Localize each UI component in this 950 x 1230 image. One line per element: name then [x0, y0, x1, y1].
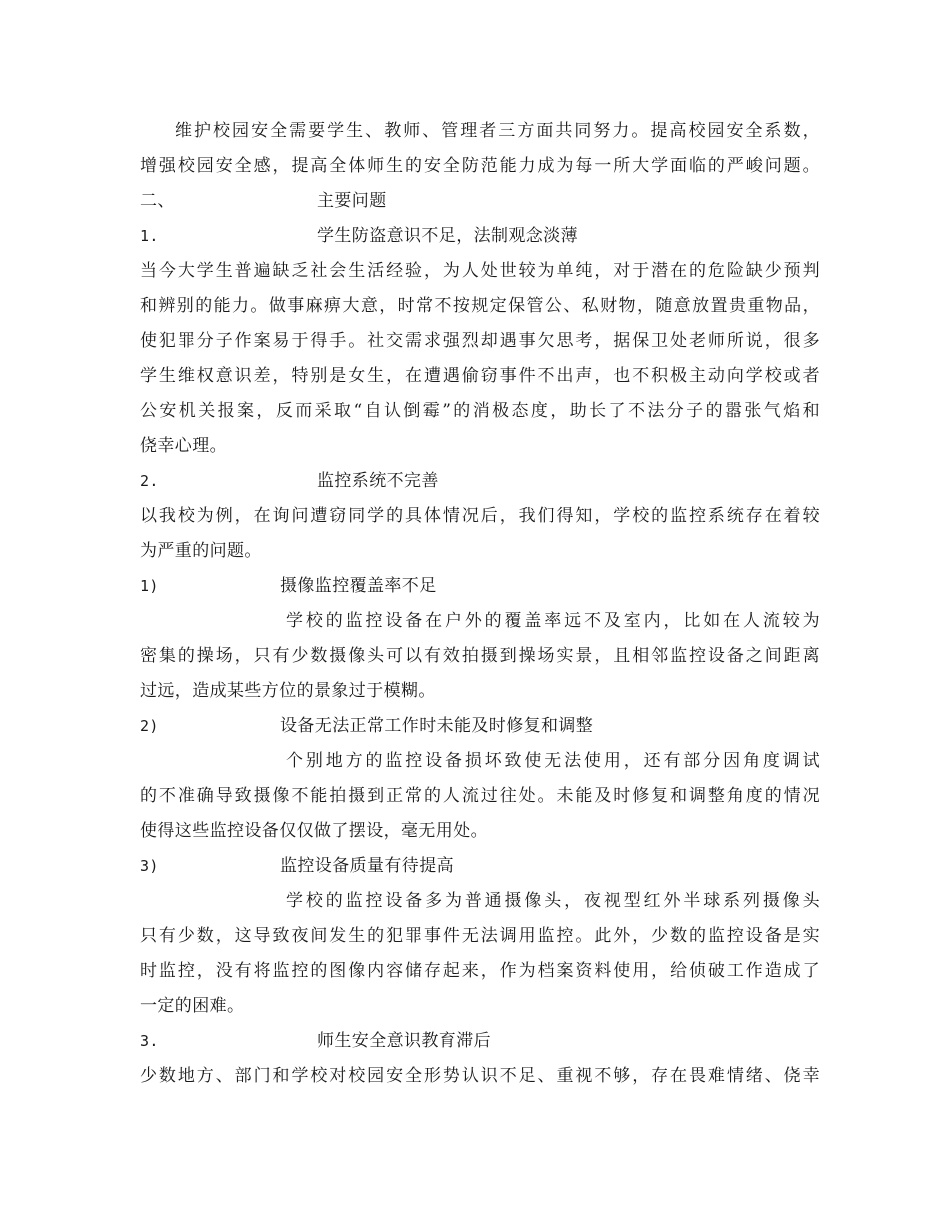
intro-line: 增强校园安全感，提高全体师生的安全防范能力成为每一所大学面临的严峻问题。 — [140, 156, 820, 176]
body-line: 密集的操场，只有少数摄像头可以有效拍摄到操场实景，且相邻监控设备之间距离 — [140, 646, 820, 666]
section-heading — [140, 186, 820, 216]
body-line: 和辨别的能力。做事麻痹大意，时常不按规定保管公、私财物，随意放置贵重物品， — [140, 296, 820, 316]
issue-number: 3. — [140, 1032, 159, 1050]
body-line: 过远，造成某些方位的景象过于模糊。 — [140, 681, 436, 701]
body-line: 公安机关报案，反而采取“自认倒霉”的消极态度，助长了不法分子的嚣张气焰和 — [140, 401, 820, 421]
body-line: 当今大学生普遍缺乏社会生活经验，为人处世较为单纯，对于潜在的危险缺少预判 — [140, 261, 820, 281]
body-line: 时监控，没有将监控的图像内容储存起来，作为档案资料使用，给侦破工作造成了 — [140, 961, 820, 981]
sub-title: 摄像监控覆盖率不足 — [280, 576, 437, 596]
sub-number: 3) — [140, 857, 159, 875]
sub-title: 监控设备质量有待提高 — [280, 856, 454, 876]
issue-heading — [140, 466, 820, 496]
sub-title: 设备无法正常工作时未能及时修复和调整 — [280, 716, 594, 736]
issue-title: 师生安全意识教育滞后 — [317, 1031, 491, 1051]
body-line: 学生维权意识差，特别是女生，在遭遇偷窃事件不出声，也不积极主动向学校或者 — [140, 366, 820, 386]
body-line: 使得这些监控设备仅仅做了摆设，毫无用处。 — [140, 821, 488, 841]
body-line: 侥幸心理。 — [140, 436, 227, 456]
section-title: 主要问题 — [317, 191, 387, 211]
subheading — [140, 571, 820, 601]
issue-heading — [140, 1026, 820, 1056]
body-line: 个别地方的监控设备损坏致使无法使用，还有部分因角度调试 — [286, 751, 820, 771]
issue-title: 学生防盗意识不足，法制观念淡薄 — [317, 226, 578, 246]
section-number: 二、 — [140, 191, 175, 211]
issue-title: 监控系统不完善 — [317, 471, 439, 491]
body-line: 为严重的问题。 — [140, 541, 262, 561]
issue-number: 2. — [140, 472, 159, 490]
subheading — [140, 851, 820, 881]
body-line: 学校的监控设备多为普通摄像头，夜视型红外半球系列摄像头 — [286, 891, 820, 911]
issue-number: 1. — [140, 227, 159, 245]
body-line: 少数地方、部门和学校对校园安全形势认识不足、重视不够，存在畏难情绪、侥幸 — [140, 1066, 820, 1086]
issue-heading — [140, 221, 820, 251]
body-line: 的不准确导致摄像不能拍摄到正常的人流过往处。未能及时修复和调整角度的情况 — [140, 786, 820, 806]
body-line: 一定的困难。 — [140, 996, 245, 1016]
intro-line: 维护校园安全需要学生、教师、管理者三方面共同努力。提高校园安全系数， — [175, 121, 820, 141]
sub-number: 1) — [140, 577, 159, 595]
body-line: 以我校为例，在询问遭窃同学的具体情况后，我们得知，学校的监控系统存在着较 — [140, 506, 820, 526]
subheading — [140, 711, 820, 741]
body-line: 只有少数，这导致夜间发生的犯罪事件无法调用监控。此外，少数的监控设备是实 — [140, 926, 820, 946]
sub-number: 2) — [140, 717, 159, 735]
body-line: 学校的监控设备在户外的覆盖率远不及室内，比如在人流较为 — [286, 611, 820, 631]
body-line: 使犯罪分子作案易于得手。社交需求强烈却遇事欠思考，据保卫处老师所说，很多 — [140, 331, 820, 351]
